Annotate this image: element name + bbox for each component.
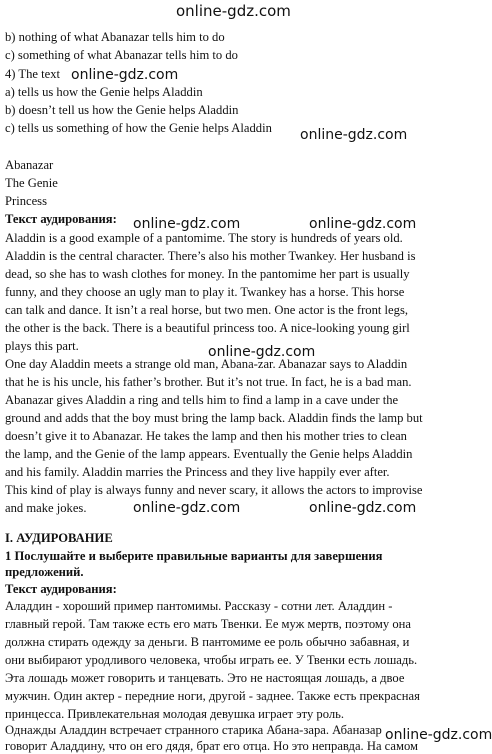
transcript-line: and his family. Aladdin marries the Princess and they live happily ever after. <box>5 465 390 479</box>
watermark: online-gdz.com <box>133 500 241 516</box>
transcript-line: Aladdin is the central character. There’s also his mother Twankey. Her husband is <box>5 249 416 263</box>
watermark: online-gdz.com <box>208 344 316 360</box>
character-item: The Genie <box>5 176 58 190</box>
transcript-line: Эта лошадь может говорить и танцевать. Это не настоящая лошадь, а двое <box>5 671 405 685</box>
question-line: 4) The text <box>5 67 61 81</box>
section-title: I. АУДИРОВАНИЕ <box>5 531 113 545</box>
transcript-line: принцесса. Привлекательная молодая девушка играет эту роль. <box>5 707 345 721</box>
watermark: online-gdz.com <box>300 127 408 143</box>
transcript-line: Abanazar gives Aladdin a ring and tells him to find a lamp in a cave under the <box>5 393 399 407</box>
option-line: b) doesn’t tell us how the Genie helps Aladdin <box>5 103 239 117</box>
transcript-line: мужчин. Один актер - передние ноги, другой - заднее. Также есть прекрасная <box>5 689 420 703</box>
transcript-heading: Текст аудирования: <box>5 582 117 596</box>
transcript-line: the lamp, and the Genie of the lamp appears. Eventually the Genie helps Aladdin <box>5 447 413 461</box>
option-line: a) tells us how the Genie helps Aladdin <box>5 85 203 99</box>
character-item: Princess <box>5 194 47 208</box>
transcript-heading: Текст аудирования: <box>5 212 117 226</box>
option-line: c) tells us something of how the Genie helps Aladdin <box>5 121 272 135</box>
transcript-line: and make jokes. <box>5 501 87 515</box>
transcript-line: This kind of play is always funny and never scary, it allows the actors to improvise <box>5 483 423 497</box>
transcript-line: plays this part. <box>5 339 79 353</box>
transcript-line: funny, and they choose an ugly man to play it. Twankey has a horse. This horse <box>5 285 405 299</box>
watermark: online-gdz.com <box>71 67 179 83</box>
transcript-line: Aladdin is a good example of a pantomime. The story is hundreds of years old. <box>5 231 403 245</box>
transcript-line: can talk and dance. It isn’t a real horse, but two men. One actor is the front legs, <box>5 303 408 317</box>
option-line: c) something of what Abanazar tells him to do <box>5 48 238 62</box>
transcript-line: говорит Аладдину, что он его дядя, брат его отца. Но это неправда. На самом <box>5 739 419 753</box>
watermark: online-gdz.com <box>309 216 417 232</box>
option-line: b) nothing of what Abanazar tells him to do <box>5 30 225 44</box>
task-instruction: 1 Послушайте и выберите правильные варианты для завершения <box>5 549 383 563</box>
watermark: online-gdz.com <box>309 500 417 516</box>
watermark: online-gdz.com <box>133 216 241 232</box>
transcript-line: dead, so she has to wash clothes for money. In the pantomime her part is usually <box>5 267 410 281</box>
character-item: Abanazar <box>5 158 54 172</box>
transcript-line: that he is his uncle, his father’s brother. But it’s not true. In fact, he is a bad man. <box>5 375 412 389</box>
transcript-line: ground and adds that the boy must bring the lamp back. Aladdin finds the lamp but <box>5 411 423 425</box>
task-instruction: предложений. <box>5 565 84 579</box>
watermark: online-gdz.com <box>385 727 492 743</box>
transcript-line: Аладдин - хороший пример пантомимы. Рассказу - сотни лет. Аладдин - <box>5 599 393 613</box>
transcript-line: они выбирают уродливого человека, чтобы играть ее. У Твенки есть лошадь. <box>5 653 418 667</box>
transcript-line: the other is the back. There is a beautiful princess too. A nice-looking young girl <box>5 321 410 335</box>
transcript-line: должна стирать одежду за деньги. В пантомиме ее роль обычно забавная, и <box>5 635 410 649</box>
watermark: online-gdz.com <box>176 2 291 20</box>
transcript-line: One day Aladdin meets a strange old man, Abana-zar. Abanazar says to Aladdin <box>5 357 408 371</box>
transcript-line: главный герой. Там также есть его мать Твенки. Ее муж мертв, поэтому она <box>5 617 411 631</box>
transcript-line: Однажды Аладдин встречает странного старика Абана-зара. Абаназар <box>5 723 382 737</box>
transcript-line: doesn’t give it to Abanazar. He takes the lamp and then his mother tries to clean <box>5 429 407 443</box>
